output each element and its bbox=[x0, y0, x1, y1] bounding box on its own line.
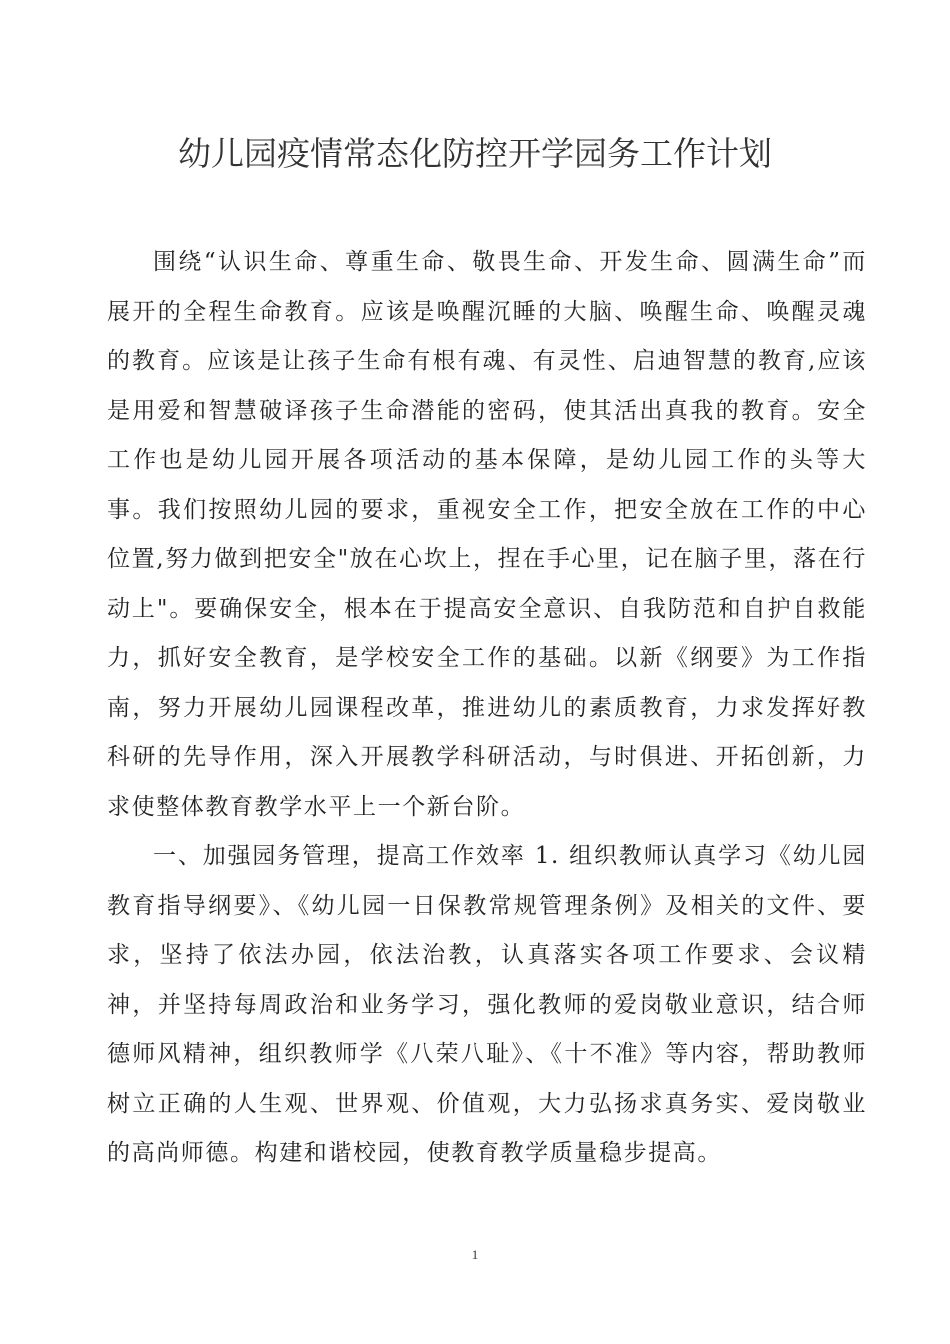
document-title: 幼儿园疫情常态化防控开学园务工作计划 bbox=[178, 134, 772, 173]
paragraph-section-one: 一、加强园务管理，提高工作效率 1. 组织教师认真学习《幼儿园教育指导纲要》、《幼儿园一日保教常规管理条例》及相关的文件、要求，坚持了依法办园，依法治教，认真落实各项工作要求、会议精神，并坚持每周政治和业务学习，强化教师的爱岗敬业意识，结合师德师风精神，组织教师学《八荣八耻》、《十不准》等内容，帮助教师树立正确的人生观、世界观、价值观，大力弘扬求真务实、爱岗敬业的高尚师德。构建和谐校园，使教育教学质量稳步提高。 bbox=[107, 843, 867, 1166]
page-number: 1 bbox=[471, 1247, 479, 1262]
document-body bbox=[107, 238, 867, 1179]
paragraph-intro: 围绕“认识生命、尊重生命、敬畏生命、开发生命、圆满生命”而展开的全程生命教育。应该是唤醒沉睡的大脑、唤醒生命、唤醒灵魂的教育。应该是让孩子生命有根有魂、有灵性、启迪智慧的教育,应该是用爱和智慧破译孩子生命潜能的密码，使其活出真我的教育。安全工作也是幼儿园开展各项活动的基本保障，是幼儿园工作的头等大事。我们按照幼儿园的要求，重视安全工作，把安全放在工作的中心位置,努力做到把安全"放在心坎上，捏在手心里，记在脑子里，落在行动上"。要确保安全，根本在于提高安全意识、自我防范和自护自救能力，抓好安全教育，是学校安全工作的基础。以新《纲要》为工作指南，努力开展幼儿园课程改革，推进幼儿的素质教育，力求发挥好教科研的先导作用，深入开展教学科研活动，与时俱进、开拓创新，力求使整体教育教学水平上一个新台阶。 bbox=[107, 249, 867, 820]
